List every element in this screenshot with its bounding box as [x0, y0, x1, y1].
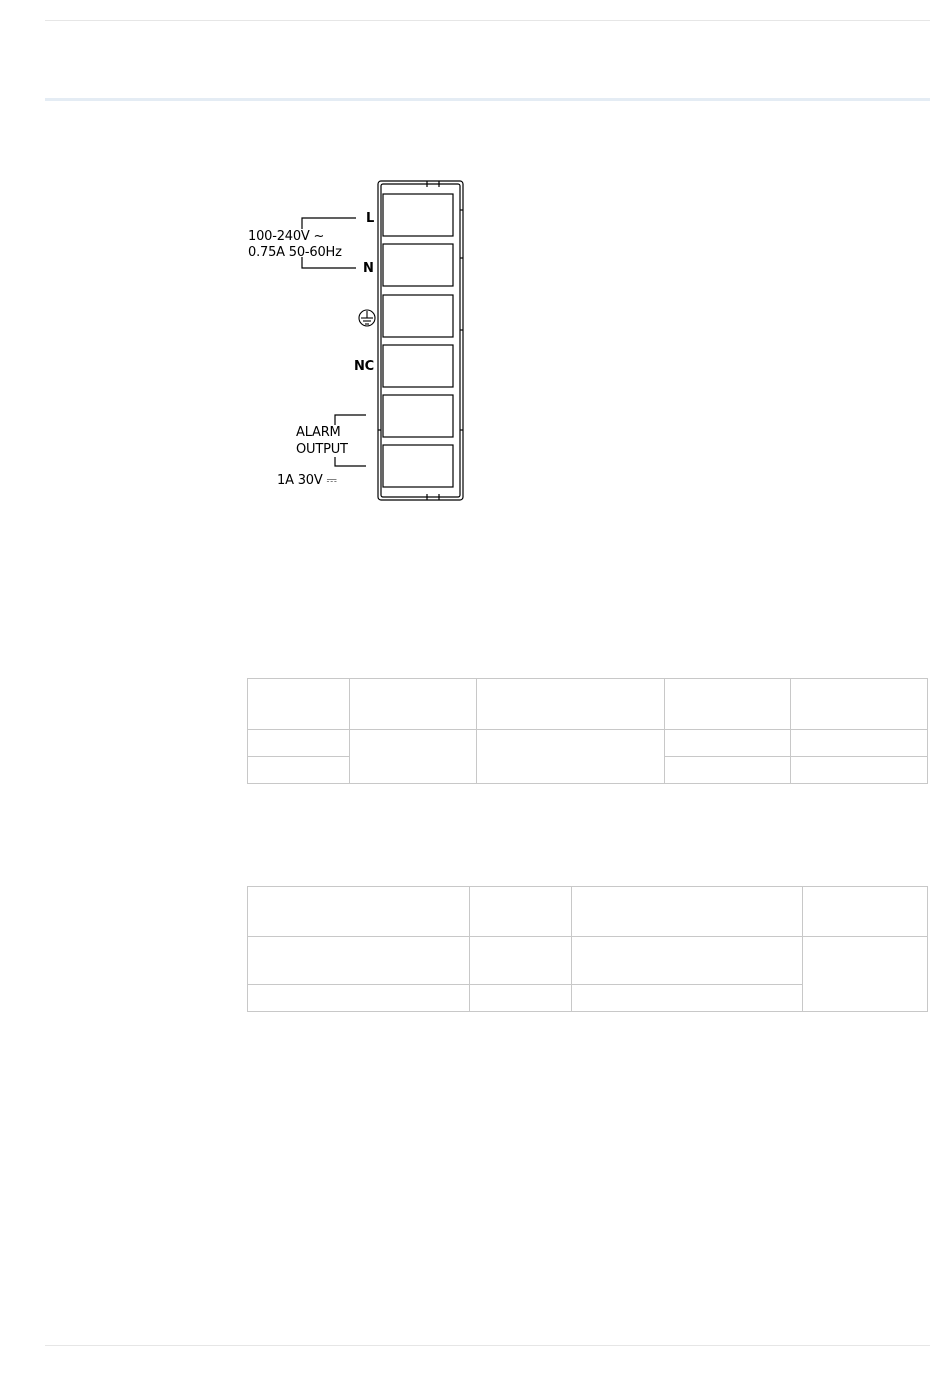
footer-rule [45, 1345, 930, 1346]
terminal-label-live: L [366, 211, 375, 226]
table-cell [470, 887, 572, 937]
table-cell [248, 730, 350, 757]
table-1 [247, 678, 928, 784]
table-cell [470, 937, 572, 985]
alarm-bracket-top [335, 415, 366, 425]
table-cell [477, 679, 665, 730]
terminal-slot-alarm-1 [383, 395, 453, 437]
terminal-housing [378, 181, 463, 500]
table-cell [665, 757, 791, 784]
terminal-slot-alarm-2 [383, 445, 453, 487]
terminal-slot-n [383, 244, 453, 286]
alarm-bracket-bottom [335, 457, 366, 466]
terminal-label-nc: NC [354, 359, 375, 374]
input-current-label: 0.75A 50-60Hz [248, 245, 342, 260]
table-cell [248, 985, 470, 1012]
table-cell [803, 937, 928, 1012]
table-cell [791, 679, 928, 730]
alarm-rating-label: 1A 30V ⎓ [277, 473, 337, 488]
terminal-block-diagram [240, 175, 480, 505]
table-cell [248, 937, 470, 985]
table-cell [665, 679, 791, 730]
alarm-label: ALARM [296, 425, 341, 440]
input-voltage-label: 100-240V ~ [248, 229, 325, 244]
table-cell [791, 730, 928, 757]
table-2-header-row [248, 887, 928, 937]
ground-icon [359, 310, 375, 326]
table-2 [247, 886, 928, 1012]
terminal-slot-ground [383, 295, 453, 337]
table-cell [803, 887, 928, 937]
table-cell [477, 730, 665, 784]
table-cell [470, 985, 572, 1012]
table-cell [572, 985, 803, 1012]
table-cell [350, 679, 477, 730]
table-1-header-row [248, 679, 928, 730]
terminal-housing-inner [381, 184, 460, 497]
alarm-output-label: OUTPUT [296, 442, 348, 457]
table-cell [248, 887, 470, 937]
table-row [248, 937, 928, 985]
table-cell [248, 679, 350, 730]
table-cell [350, 730, 477, 784]
input-bracket-top [302, 218, 356, 229]
table-row [248, 730, 928, 757]
header-underline [45, 98, 930, 101]
table-cell [665, 730, 791, 757]
table-cell [248, 757, 350, 784]
terminal-slot-l [383, 194, 453, 236]
terminal-block-drawing [240, 175, 480, 505]
table-cell [791, 757, 928, 784]
header-rule [45, 20, 930, 21]
table-cell [572, 887, 803, 937]
terminal-label-neutral: N [363, 261, 374, 276]
terminal-slot-nc [383, 345, 453, 387]
table-cell [572, 937, 803, 985]
